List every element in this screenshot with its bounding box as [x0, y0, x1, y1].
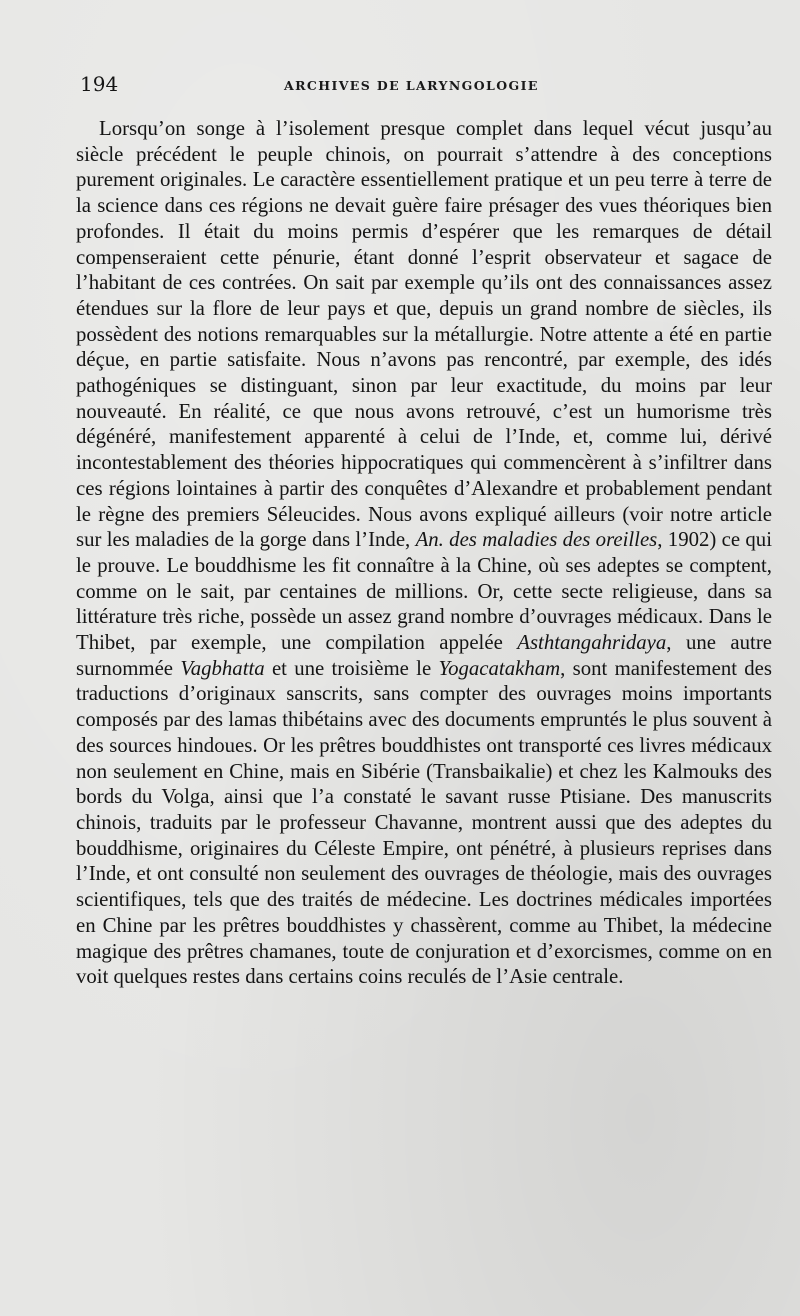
italic-title: Asthtangahridaya: [517, 631, 667, 655]
page-header: [80, 72, 760, 102]
text-run: , sont manifestement des traductions d’originaux sanscrits, sans compter des ouvrages moins importants composés par des lamas thibétains avec des documents empruntés le plus souvent à des sources hindoues. Or les prêtres bouddhistes ont transporté ces livres médicaux non seulement en Chine, mais en Sibérie (Transbaikalie) et chez les Kalmouks des bords du Volga, ainsi que l’a constaté le savant russe Ptisiane. Des manuscrits chinois, traduits par le professeur Chavanne, montrent aussi que des adeptes du bouddhisme, originaires du Céleste Empire, ont pénétré, à plusieurs reprises dans l’Inde, et ont consulté non seulement des ouvrages de théologie, mais des ouvrages scientifiques, tels que des traités de médecine. Les doctrines médicales importées en Chine par les prêtres bouddhistes y chassèrent, comme au Thibet, la médecine magique des prêtres chamanes, toute de conjuration et d’exorcismes, comme on en voit quelques restes dans certains coins reculés de l’Asie centrale.: [76, 656, 772, 989]
page-number: 194: [80, 72, 119, 96]
text-run: , une autre surnommée: [76, 631, 772, 680]
text-run: Lorsqu’on songe à l’isolement presque complet dans lequel vécut jusqu’au siècle précédent le peuple chinois, on pourrait s’attendre à des conceptions purement originales. Le caractère essentiellement pratique et un peu terre à terre de la science dans ces régions ne devait guère faire présager des vues théoriques bien profondes. Il était du moins permis d’espérer que les remarques de détail compenseraient cette pénurie, étant donné l’esprit observateur et sagace de l’habitant de ces contrées. On sait par exemple qu’ils ont des connaissances assez étendues sur la flore de leur pays et que, depuis un grand nombre de siècles, ils possèdent des notions remarquables sur la métallurgie. Notre attente a été en partie déçue, en partie satisfaite. Nous n’avons pas rencontré, par exemple, des idés pathogéniques se distinguant, sinon par leur exactitude, du moins par leur nouveauté. En réalité, ce que nous avons retrouvé, c’est un humorisme très dégénéré, manifestement apparenté à celui de l’Inde, et, comme lui, dérivé incontestablement des théories hippocratiques qui commencèrent à s’infiltrer dans ces régions lointaines à partir des conquêtes d’Alexandre et probablement pendant le règne des premiers Séleucides. Nous avons expliqué ailleurs (voir notre article sur les maladies de la gorge dans l’Inde,: [76, 117, 772, 552]
body-text: [76, 116, 772, 990]
text-run: , 1902) ce qui le prouve. Le bouddhisme les fit connaître à la Chine, où ses adeptes se comptent, comme on le sait, par centaines de millions. Or, cette secte religieuse, dans sa littérature très riche, possède un assez grand nombre d’ouvrages médicaux. Dans le Thibet, par exemple, une compilation appelée: [76, 528, 772, 655]
paragraph: [76, 116, 772, 990]
italic-title: Vagbhatta: [180, 656, 265, 680]
italic-citation: An. des maladies des oreilles: [415, 528, 658, 552]
text-run: et une troisième le: [264, 656, 439, 680]
italic-title: Yogacatakham: [438, 656, 561, 680]
running-head: ARCHIVES DE LARYNGOLOGIE: [284, 78, 539, 93]
